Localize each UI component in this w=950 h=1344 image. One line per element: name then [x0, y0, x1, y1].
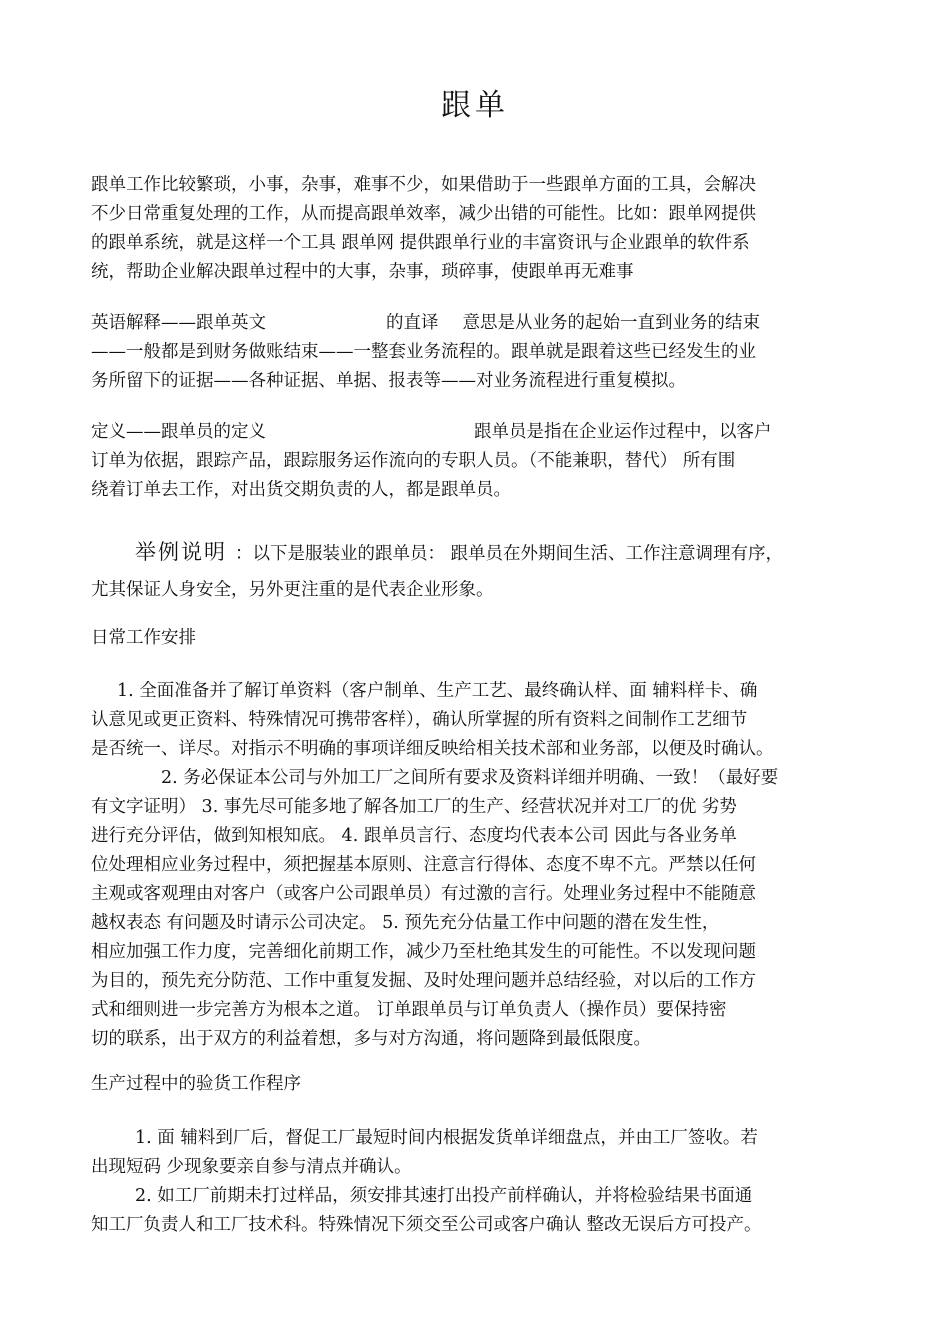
- text-line: 1. 面 辅料到厂后，督促工厂最短时间内根据发货单详细盘点，并由工厂签收。若: [135, 1128, 758, 1148]
- section-heading: 生产过程中的验货工作程序: [91, 1074, 301, 1094]
- text-line: 2. 如工厂前期未打过样品，须安排其速打出投产前样确认，并将检验结果书面通: [135, 1186, 753, 1206]
- text-line: 统，帮助企业解决跟单过程中的大事，杂事，琐碎事，使跟单再无难事: [91, 262, 634, 282]
- text-line: 出现短码 少现象要亲自参与清点并确认。: [91, 1157, 412, 1177]
- text-line: 有文字证明） 3. 事先尽可能多地了解各加工厂的生产、经营状况并对工厂的优 劣势: [91, 797, 737, 817]
- text-line: 尤其保证人身安全，另外更注重的是代表企业形象。: [91, 580, 494, 600]
- text-line: ——一般都是到财务做账结束——一整套业务流程的。跟单就是跟着这些已经发生的业: [91, 342, 756, 362]
- daily-work-paragraph: [91, 677, 859, 1054]
- text-line: 越权表态 有问题及时请示公司决定。 5. 预先充分估量工作中问题的潜在发生性，: [91, 913, 720, 933]
- text-line: 主观或客观理由对客户（或客户公司跟单员）有过激的言行。处理业务过程中不能随意: [91, 884, 756, 904]
- daily-work-heading: [91, 624, 859, 653]
- text-line: 的跟单系统，就是这样一个工具 跟单网 提供跟单行业的丰富资讯与企业跟单的软件系: [91, 233, 750, 253]
- example-text: ：以下是服装业的跟单员： 跟单员在外期间生活、工作注意调理有序，: [235, 544, 784, 564]
- text-line: 绕着订单去工作，对出货交期负责的人，都是跟单员。: [91, 480, 511, 500]
- intro-paragraph: [91, 171, 859, 287]
- definition-text: 跟单员是指在企业运作过程中，以客户: [474, 422, 772, 442]
- english-explanation-paragraph: [91, 309, 859, 396]
- inspection-paragraph: [91, 1124, 859, 1240]
- english-meaning: 意思是从业务的起始一直到业务的结束: [462, 313, 760, 333]
- text-line: 订单为依据，跟踪产品，跟踪服务运作流向的专职人员。（不能兼职，替代） 所有围: [91, 451, 736, 471]
- text-line: [91, 309, 859, 338]
- text-line: 切的联系，出于双方的利益着想，多与对方沟通，将问题降到最低限度。: [91, 1029, 651, 1049]
- text-line: [91, 534, 859, 572]
- example-paragraph: [91, 534, 859, 608]
- text-line: 是否统一、详尽。对指示不明确的事项详细反映给相关技术部和业务部，以便及时确认。: [91, 739, 774, 759]
- english-literal: 的直译: [386, 313, 439, 333]
- text-line: 位处理相应业务过程中，须把握基本原则、注意言行得体、态度不卑不亢。严禁以任何: [91, 855, 756, 875]
- section-heading: 日常工作安排: [91, 628, 196, 648]
- text-line: 跟单工作比较繁琐，小事，杂事，难事不少，如果借助于一些跟单方面的工具，会解决: [91, 175, 756, 195]
- text-line: 知工厂负责人和工厂技术科。特殊情况下须交至公司或客户确认 整改无误后方可投产。: [91, 1215, 762, 1235]
- text-line: 为目的，预先充分防范、工作中重复发掘、及时处理问题并总结经验，对以后的工作方: [91, 971, 756, 991]
- text-line: 务所留下的证据——各种证据、单据、报表等——对业务流程进行重复模拟。: [91, 371, 686, 391]
- text-line: 进行充分评估，做到知根知底。 4. 跟单员言行、态度均代表本公司 因此与各业务单: [91, 826, 737, 846]
- definition-paragraph: [91, 418, 859, 505]
- inspection-heading: [91, 1070, 859, 1099]
- text-line: [91, 418, 859, 447]
- text-line: 不少日常重复处理的工作，从而提高跟单效率，减少出错的可能性。比如：跟单网提供: [91, 204, 756, 224]
- text-line: 式和细则进一步完善方为根本之道。 订单跟单员与订单负责人（操作员）要保持密: [91, 1000, 727, 1020]
- english-label: 英语解释——跟单英文: [91, 313, 266, 333]
- text-line: 认意见或更正资料、特殊情况可携带客样），确认所掌握的所有资料之间制作工艺细节: [91, 710, 748, 730]
- document-title: 跟单: [441, 88, 509, 123]
- text-line: 1. 全面准备并了解订单资料（客户制单、生产工艺、最终确认样、面 辅料样卡、确: [117, 681, 758, 701]
- definition-label: 定义——跟单员的定义: [91, 422, 266, 442]
- text-line: 相应加强工作力度，完善细化前期工作，减少乃至杜绝其发生的可能性。不以发现问题: [91, 942, 756, 962]
- example-heading: 举例说明: [135, 540, 227, 564]
- text-line: 2. 务必保证本公司与外加工厂之间所有要求及资料详细并明确、一致！（最好要: [161, 768, 779, 788]
